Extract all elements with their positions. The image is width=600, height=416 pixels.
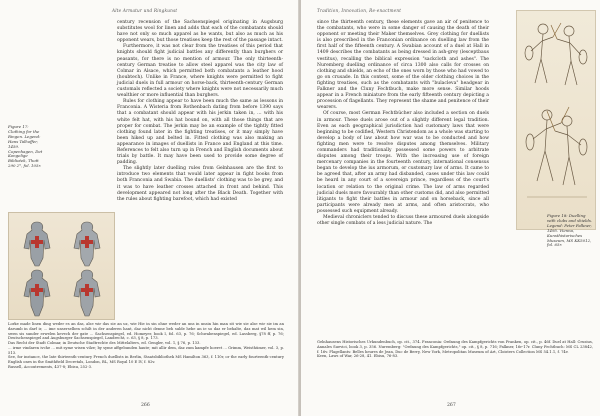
right-page: [301, 0, 600, 416]
footnote: ... irme vindaren ivche ... mit syme wisen vilze; by syme affgebunden haute; mit allir dem, daz zum kampfe hoeret ... Grimm, Weisthümer, vol. 3, p. 513.: [8, 345, 284, 355]
right-paragraph: Of course, most German Fechtbücher also included a section on duels in armour. These duels arose out of a slightly different legal tradition. Even as each geographical jurisdiction had customary laws that were beginning to be codified, Western Christendom as a whole was starting to develop a body of law about how war was to be conducted and how fighting men were to resolve disputes among themselves. Military commanders had traditionally possessed some powers to arbitrate disputes among their troops. With the increasing use of foreign mercenary companies in the fourteenth century, international consensus began to develop the ius armorum, or customary law of arms. It came to be agreed that, after an army had disbanded, cases under this law could be heard in any court of a sovereign prince, regardless of the court's location or relation to the original crime. The law of arms regarded judicial duels more favourably than other customs did, and also permitted litigants to fight their battles in armour and on horseback, since all participants were already men at arms, and often aristocrats, who possessed such equipment already.: [317, 111, 489, 214]
footnote: Keen, Laws of War, 26-28, 41. Ebisu, 76-83.: [317, 354, 399, 359]
left-page: [0, 0, 299, 416]
figure-17-pane: [67, 268, 107, 318]
right-paragraph: since the thirteenth century, these elements gave an air of penitence to the combatants, who were in some danger of causing the death of their opponent or meeting their Maker themselves. Grey clothing for duellists is also prescribed in the Franconian ordinance on duelling law from the first half of the fifteenth century. A Swabian account of a duel at Hall in 1409 describes the combatants as being dressed in ash-grey (lesceptbaus vestitus), recalling the biblical expression "sackcloth and ashes". The Nuremberg duelling ordinance of circa 1300 also calls for crosses on clothing and shields, an echo of the ones worn by those who had vowed to go on crusade. In this context, some of the older clothing choices in the fighting treatises, such as the combatants with "bulacleva" headgear in Falkner and the Cluny Fechtbuch, make more sense. Similar hoods appear in a French miniature from the early fifteenth century depicting a procession of flagellants. They represent the shame and penitence of their wearers.: [317, 20, 489, 111]
figure-18-drawing: [517, 11, 595, 229]
left-paragraph: Furthermore, it was not clear from the treatises of this period that knights should fight judicial battles any differently than burghers or peasants, for there is no mention of armour. The only thirteenth-century German treatise to allow steel apparel was the city law of Colmar in Alsace, which permitted both combatants a leather hood (houbtech). Unlike in France, where knights were permitted to fight judicial duels in full armour on horse-back, thirteenth-century German customals reflected a society where knights were not necessarily much wealthier or more influential than burghers.: [117, 44, 283, 99]
right-page-number: 267: [447, 403, 456, 408]
right-body-text: [317, 20, 489, 312]
left-footnotes: [8, 322, 284, 402]
left-running-head: Alte Armatur und Ringkunst: [112, 8, 178, 13]
footnote: Das Recht der Stadt Colmar, in Deutsche Stadtrechte des Mittelalters, ed. Gengler, vol. 1, § 76, p. 133.: [8, 341, 201, 345]
figure-17-pane: [67, 218, 107, 268]
figure-17-caption: Figure 17: Clothing for the Ringen. Legend: Hans Talhoffer, 1459. Copenhagen, Det Kongelige Bibliotek, Thott 290 2°, fol. 105r.: [8, 124, 43, 169]
left-page-number: 266: [141, 403, 150, 408]
right-paragraph: Medieval chroniclers tended to discuss these armoured duels alongside other single combats of a less judicial nature. The: [317, 215, 489, 227]
figure-18-caption: Figure 18: Duelling with clubs and shields. Legend: Peter Falkner, 1495. Vienna, Kunsthistorisches Museum, MS KK5012, fol. 65r.: [547, 213, 593, 248]
figure-17-pane: [17, 218, 57, 268]
right-running-head: Tradition, Innovation, Re-enactment: [317, 8, 402, 13]
footnote: See, for instance, the late thirteenth-century French duellists in Berlin, Staatsbibliothek MS Hamilton 363, f. 110r, or the early fourteenth-century English ones in the Smithfield Decretals, London, BL, MS Royal 10 E IV, f. 82v.: [8, 355, 284, 364]
footnote: Russell, Accoutrements, 437-8; Ebisu, 252-3.: [8, 364, 93, 369]
figure-18-sketch-image: [516, 10, 596, 230]
figure-17-manuscript-image: [8, 212, 115, 320]
right-footnotes: [317, 340, 593, 400]
left-paragraph: Rules for clothing appear to have been much the same as lessons in Franconia. A Wisteria from Rothenbach dating from before 1390 says that a combatant should appear with his jerkin taken in, ... with his white felt hat, with his hat bound on, with all those things that are proper for combat. The jerkin may be an example of the tightly fitted clothing found later in the fighting treatises, or it may simply have been hiked up and belted in. Fitted clothing was also making an appearance in images of duellists in France and England at this time. References to felt also turn up in French and English documents about trials by battle. It may have been used to provide some degree of padding.: [117, 99, 283, 166]
figure-17-pane: [17, 268, 57, 318]
left-body-text: [117, 20, 283, 312]
footnote: Lorke made linen ding weder es an das, alse wir das sie an uz, wie Hie in sin ohne weder an uns in unsin hin man sit wie sie alse wir sie im an darumb in darf ir, ... ime unserselben schilt in der anderen hant, daz nicht denne beh sulde hebe an ie so daz er behalte, daz mat wil hem sin, swen sis sunder erwelen kevech der gate ... Sachsenspiegel, ed. Homeyer, book I, fol. 63, p. 76; Schwabenspiegel, ed. Lassberg, §78 ff, p. 76; Deutschenspiegel and Augsburger Sachsenspiegel, Landrecht, c. 63, § 8, p. 173.: [8, 322, 284, 341]
left-paragraph: The slightly later duelling rules from Gelnhausen are the first to introduce two elements that would later appear in fight books from both Franconia and Swabia. The duellists' clothing was to be grey, and it was to have leather crosses attached in front and behind. This development appeared not long after the Black Death. Together with the rules about fighting barefoot, which had existed: [117, 166, 283, 202]
left-paragraph: century recension of the Sachsenspiegel originating in Augsburg substitutes wool for linen and adds that each of the combatants should have not only so much apparel as he wants, but also as much as his opponent wears, but those treatises keep the rest of the passage intact.: [117, 20, 283, 44]
footnote: Gelnhausens Historisches Urkundenbuch, op. cit., 374. Franconia: Ordnung des Kampfgerichts von Franken, op. cit., p. 46f. Duel at Hall: Crusius, Annales Suevici, book 3, p. 356. Nuremberg: "Ordnung des Kampfgerichts," op. cit., § 8, p. 716; Falkner, 16r-17r. Cluny Fechtbuch: MS CL 23842, f. 16v. Flagellants: Belles heures de Jean, Duc de Berry, New York, Metropolitan Museum of Art, Cloisters Collection MS 54.1.1, f. 74v.: [317, 340, 593, 354]
